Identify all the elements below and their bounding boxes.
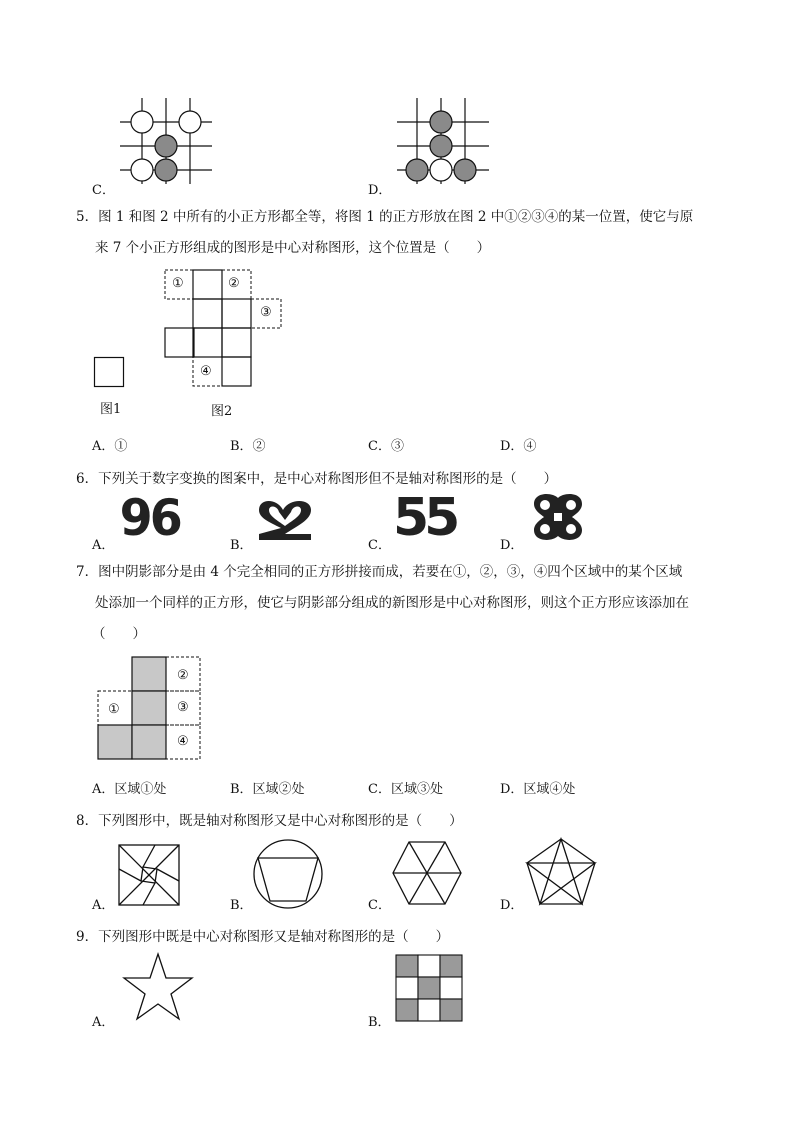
q8-pentagon-star [525,837,597,907]
q7-grid-label-3: ③ [177,700,189,715]
q7-stem-line1: 7．图中阴影部分是由 4 个完全相同的正方形拼接而成，若要在①，②，③，④四个区域中的某个区域 [76,564,683,580]
q6-glyph-55: 55 [393,488,456,548]
q6-glyph-96: 96 [119,489,181,547]
q8-square-pinwheel [117,843,181,907]
option-c-label: C． [92,183,115,198]
q8-option-c: C． [368,898,391,913]
q9-stem: 9．下列图形中既是中心对称图形又是轴对称图形的是（ ） [76,929,450,945]
q7-grid-label-1: ① [108,702,120,717]
q8-hexagon-divided [391,840,463,906]
q8-option-b: B． [230,898,253,913]
q9-checker-grid [395,954,463,1022]
q8-circle-trapezoid [252,838,324,910]
q7-stem-line3: （ ） [92,626,146,642]
black-stone [430,111,452,133]
q5-option-c: C．③ [368,439,404,454]
q9-option-a: A． [92,1015,115,1030]
black-stone [454,159,476,181]
black-stone [155,159,177,181]
go-board-option-d [395,96,495,186]
q5-option-b: B．② [230,439,266,454]
q7-option-c: C．区域③处 [368,782,443,797]
q7-stem-line2: 处添加一个同样的正方形，使它与阴影部分组成的新图形是中心对称图形，则这个正方形应该添加在 [95,595,689,611]
q9-option-b: B． [368,1015,391,1030]
q5-stem-line2: 来 7 个小正方形组成的图形是中心对称图形，这个位置是（ ） [95,240,491,256]
option-d-label: D． [368,183,392,198]
white-stone [430,159,452,181]
q5-figure1-caption: 图1 [100,402,122,417]
q5-grid-label-2: ② [228,276,240,291]
q7-option-a: A．区域①处 [92,782,167,797]
q5-grid-label-3: ③ [260,305,272,320]
q6-glyph-heart-two [255,496,315,542]
black-stone [430,135,452,157]
q6-option-a: A． [92,538,115,553]
q8-option-a: A． [92,898,115,913]
q5-grid-label-1: ① [172,276,184,291]
q8-stem: 8．下列图形中，既是轴对称图形又是中心对称图形的是（ ） [76,813,463,829]
white-stone [179,111,201,133]
q7-grid-label-2: ② [177,668,189,683]
white-stone [131,111,153,133]
q5-option-a: A．① [92,439,128,454]
q6-option-b: B． [230,538,253,553]
q6-option-c: C． [368,538,391,553]
q6-option-d: D． [500,538,524,553]
q5-figure1-square [94,357,124,387]
q6-glyph-mirrored-three [528,492,588,542]
q6-stem: 6．下列关于数字变换的图案中，是中心对称图形但不是轴对称图形的是（ ） [76,471,558,487]
black-stone [406,159,428,181]
q5-stem-line1: 5．图 1 和图 2 中所有的小正方形都全等，将图 1 的正方形放在图 2 中①②③④的某一位置，使它与原 [76,209,694,225]
q7-option-b: B．区域②处 [230,782,305,797]
go-board-option-c [118,96,218,186]
white-stone [131,159,153,181]
black-stone [155,135,177,157]
q7-option-d: D．区域④处 [500,782,576,797]
q7-grid-label-4: ④ [177,734,189,749]
q9-five-point-star [122,952,194,1022]
q8-option-d: D． [500,898,524,913]
q5-option-d: D．④ [500,439,537,454]
q5-grid-label-4: ④ [200,364,212,379]
q5-figure2-caption: 图2 [211,404,233,419]
